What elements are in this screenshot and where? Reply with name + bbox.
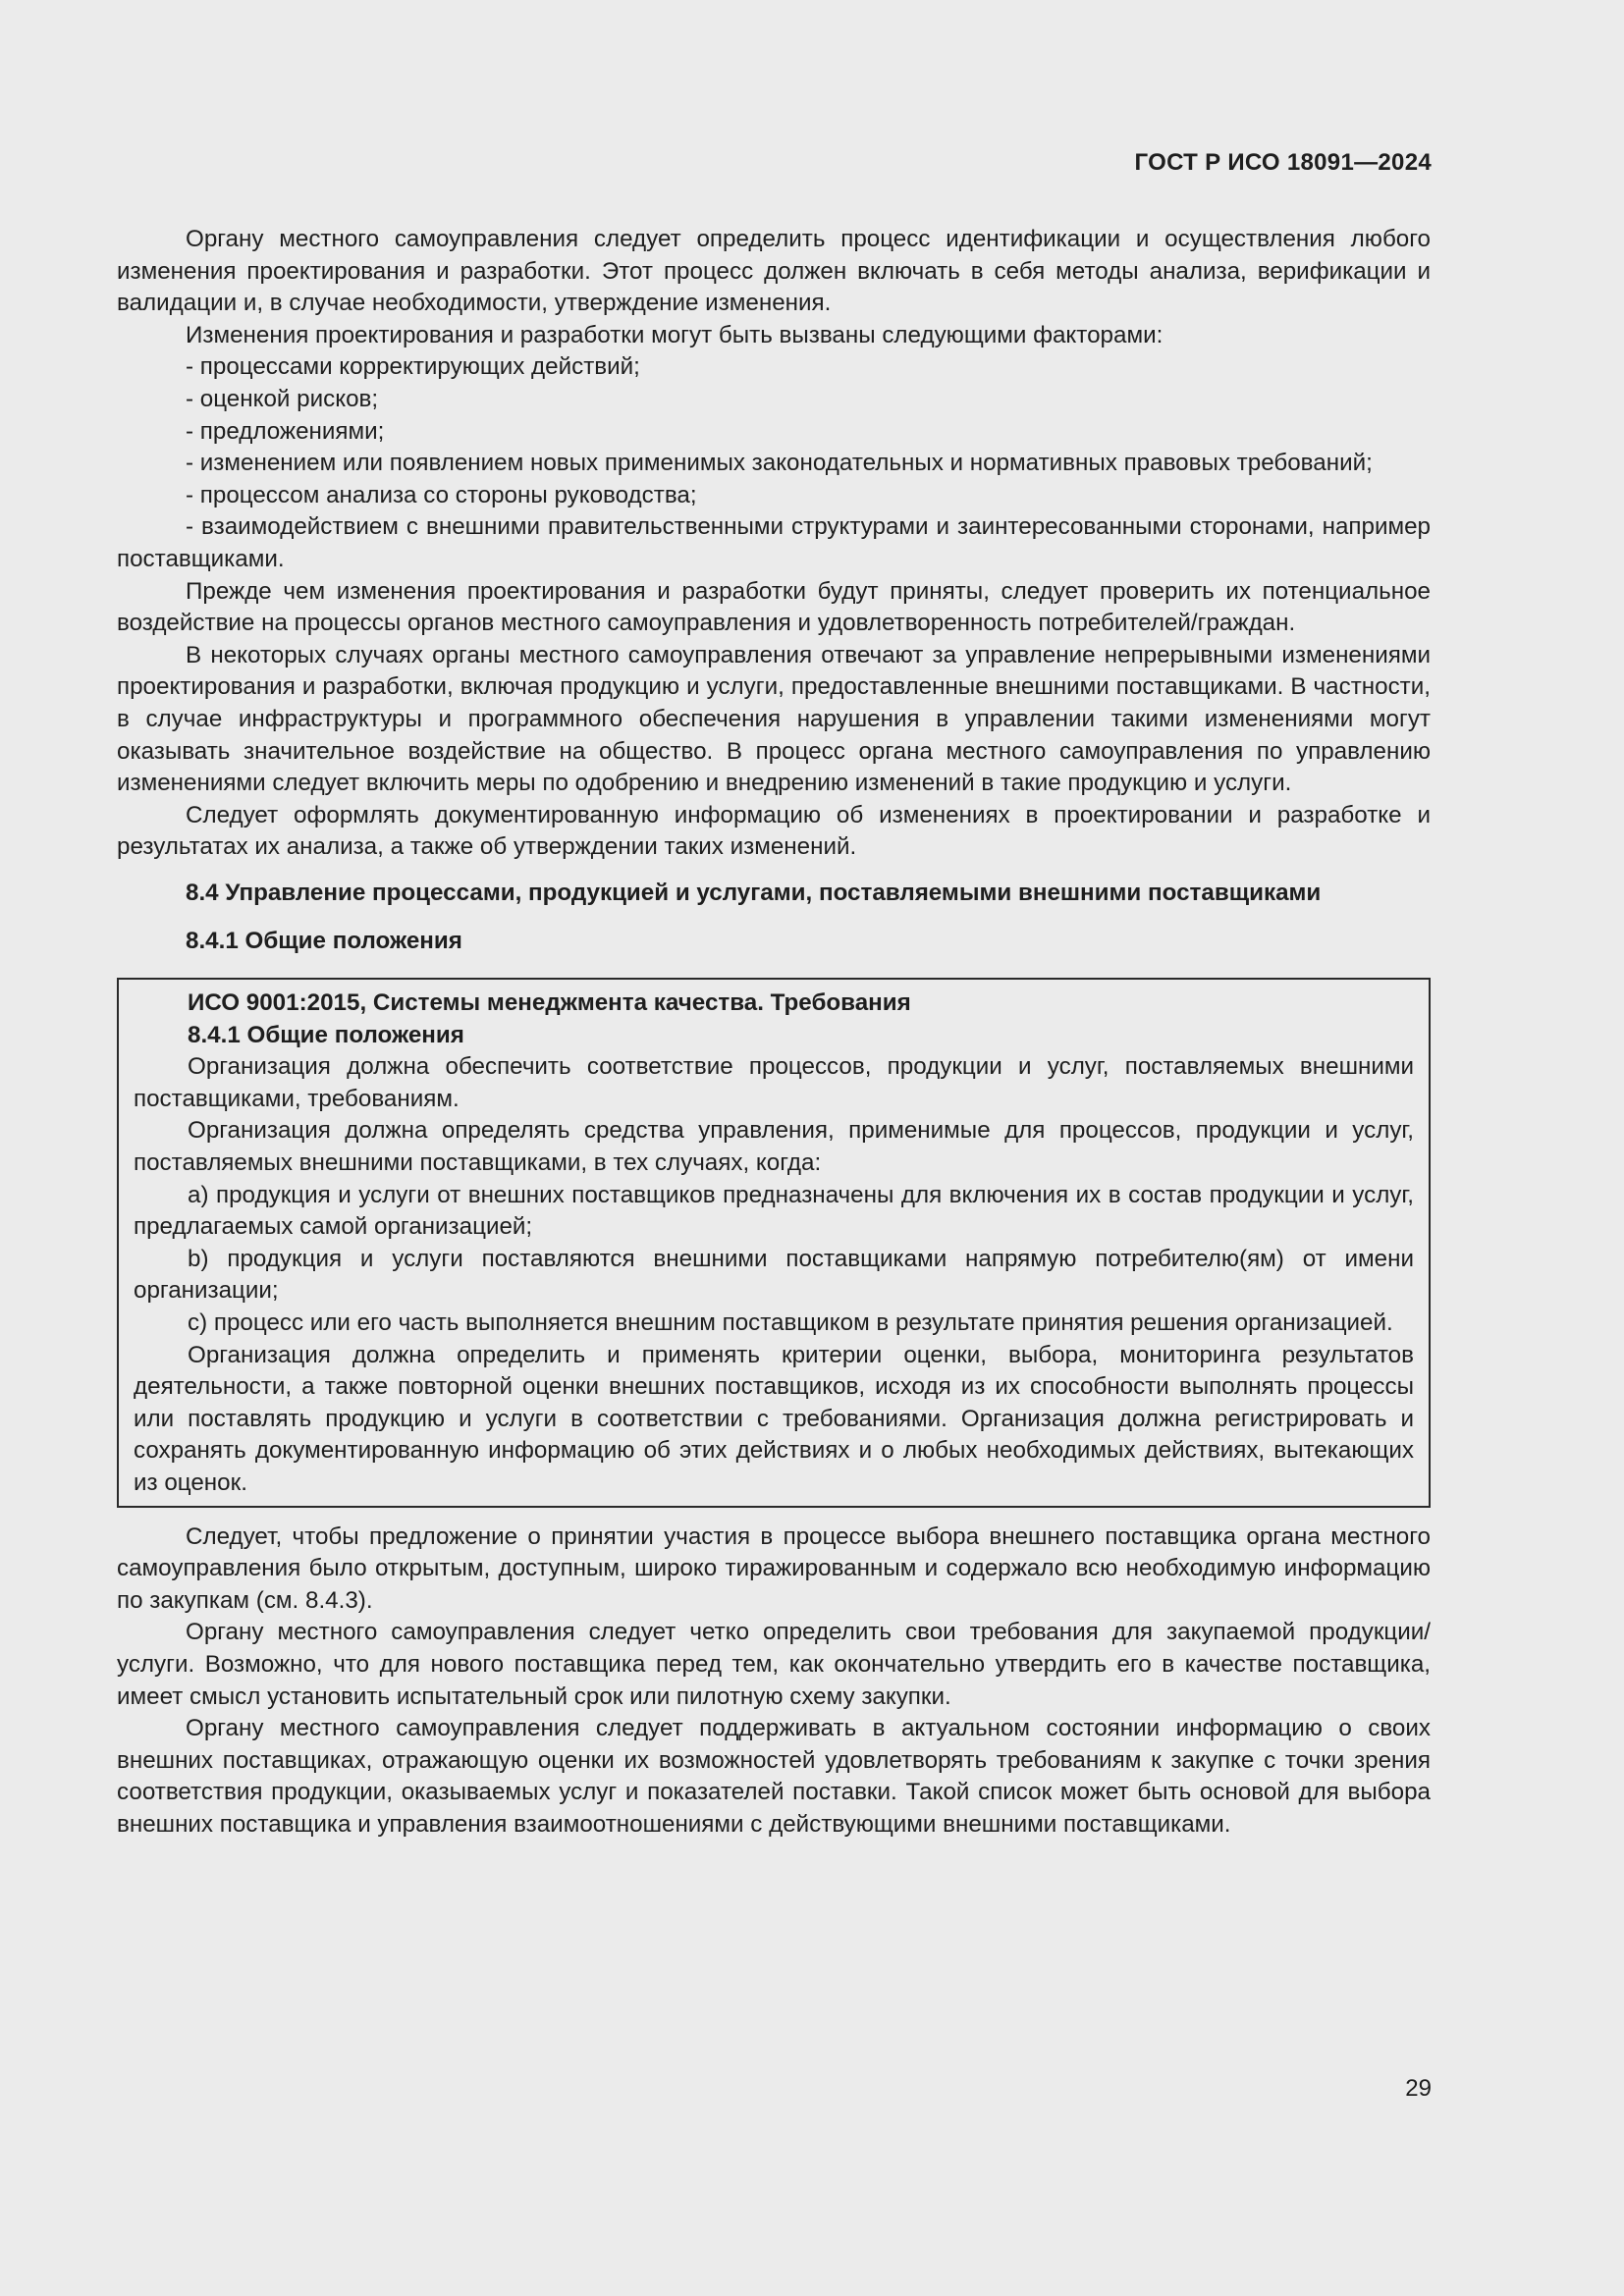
page-number: 29 — [1405, 2075, 1432, 2102]
paragraph: Следует, чтобы предложение о принятии участия в процессе выбора внешнего поставщика органа местного самоуправления было открытым, доступным, широко тиражированным и содержало всю необходимую информацию по закупкам (см. 8.4.3). — [117, 1522, 1431, 1614]
document-body — [117, 224, 1431, 1842]
paragraph: Органу местного самоуправления следует четко определить свои требования для закупаемой продукции/услуги. Возможно, что для нового поставщика перед тем, как окончательно утвердить его в качестве поставщика, имеет смысл установить испытательный срок или пилотную схему закупки. — [117, 1619, 1431, 1710]
quote-list-item: c) процесс или его часть выполняется внешним поставщиком в результате принятия решения организацией. — [188, 1309, 1393, 1336]
quote-subtitle: 8.4.1 Общие положения — [188, 1021, 464, 1048]
list-item: - процессом анализа со стороны руководства; — [186, 481, 697, 508]
quote-list-item: b) продукция и услуги поставляются внешними поставщиками напрямую потребителю(ям) от имени организации; — [134, 1245, 1414, 1305]
paragraph: Следует оформлять документированную информацию об изменениях в проектировании и разработке и результатах их анализа, а также об утверждении таких изменений. — [117, 801, 1431, 861]
quote-list-item: a) продукция и услуги от внешних поставщиков предназначены для включения их в состав продукции и услуг, предлагаемых самой организацией; — [134, 1181, 1414, 1241]
quote-paragraph: Организация должна обеспечить соответствие процессов, продукции и услуг, поставляемых внешними поставщиками, требованиям. — [134, 1053, 1414, 1112]
subsection-heading: 8.4.1 Общие положения — [186, 928, 462, 955]
quote-title: ИСО 9001:2015, Системы менеджмента качества. Требования — [188, 989, 911, 1017]
section-heading: 8.4 Управление процессами, продукцией и услугами, поставляемыми внешними поставщиками — [186, 879, 1322, 906]
paragraph: Органу местного самоуправления следует поддерживать в актуальном состоянии информацию о своих внешних поставщиках, отражающую оценки их возможностей удовлетворять требованиям к закупке с точки зрения соответствия продукции, оказываемых услуг и показателей поставки. Такой список может быть основой для выбора внешних поставщика и управления взаимоотношениями с действующими внешними поставщиками. — [117, 1715, 1431, 1838]
list-item: - взаимодействием с внешними правительственными структурами и заинтересованными сторонами, например поставщиками. — [117, 513, 1431, 572]
standard-quote-box — [117, 978, 1431, 1508]
list-item: - оценкой рисков; — [186, 385, 379, 412]
paragraph: Прежде чем изменения проектирования и разработки будут приняты, следует проверить их потенциальное воздействие на процессы органов местного самоуправления и удовлетворенность потребителей/граждан. — [117, 577, 1431, 637]
list-item: - изменением или появлением новых применимых законодательных и нормативных правовых требований; — [186, 450, 1373, 477]
quote-paragraph: Организация должна определить и применять критерии оценки, выбора, мониторинга результатов деятельности, а также повторной оценки внешних поставщиков, исходя из их способности выполнять процессы или поставлять продукцию и услуги в соответствии с требованиями. Организация должна регистрировать и сохранять документированную информацию об этих действиях и о любых необходимых действиях, вытекающих из оценок. — [134, 1341, 1414, 1496]
paragraph: Органу местного самоуправления следует определить процесс идентификации и осуществления любого изменения проектирования и разработки. Этот процесс должен включать в себя методы анализа, верификации и валидации и, в случае необходимости, утверждение изменения. — [117, 226, 1431, 317]
list-item: - процессами корректирующих действий; — [186, 353, 640, 381]
paragraph: В некоторых случаях органы местного самоуправления отвечают за управление непрерывными изменениями проектирования и разработки, включая продукцию и услуги, предоставленные внешними поставщиками. В частности, в случае инфраструктуры и программного обеспечения нарушения в управлении такими изменениями могут оказывать значительное воздействие на общество. В процесс органа местного самоуправления по управлению изменениями следует включить меры по одобрению и внедрению изменений в такие продукцию и услуги. — [117, 641, 1431, 797]
document-code: ГОСТ Р ИСО 18091—2024 — [1134, 149, 1432, 176]
paragraph: Изменения проектирования и разработки могут быть вызваны следующими факторами: — [186, 321, 1164, 348]
quote-paragraph: Организация должна определять средства управления, применимые для процессов, продукции и услуг, поставляемых внешними поставщиками, в тех случаях, когда: — [134, 1117, 1414, 1177]
list-item: - предложениями; — [186, 417, 385, 445]
